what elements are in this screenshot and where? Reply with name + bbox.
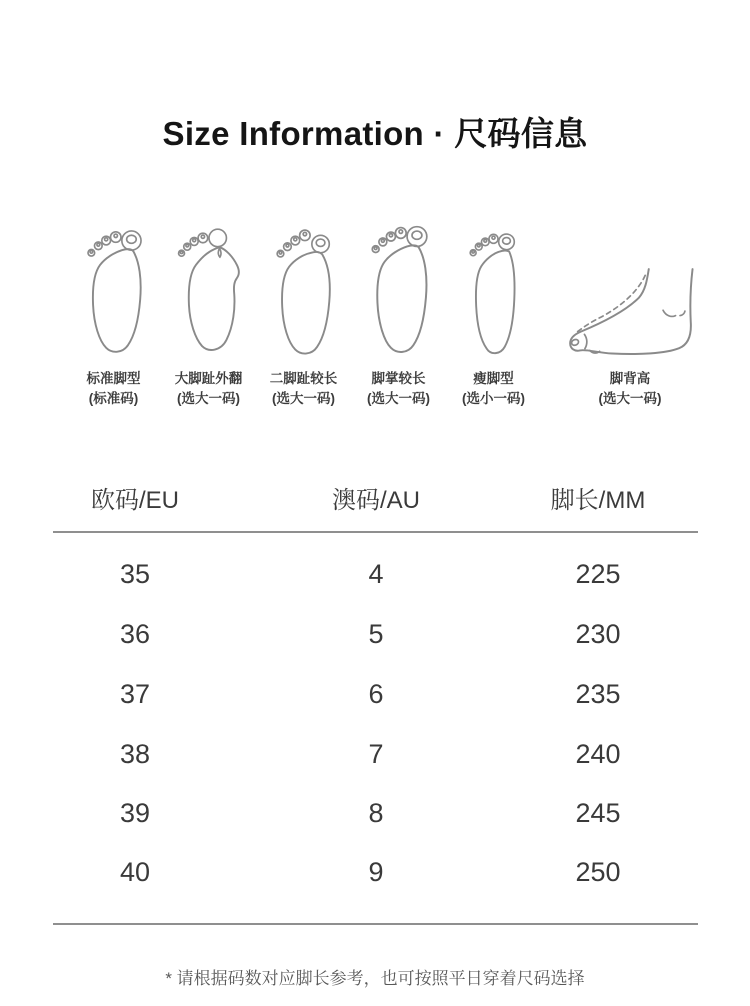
table-bottom-divider-line: [53, 923, 698, 925]
foot-length-value: 250: [575, 857, 621, 887]
foot-type-item-long-second-toe: [256, 218, 351, 409]
foot-type-guide: [66, 218, 706, 409]
foot-length-value: 235: [575, 679, 621, 709]
foot-length-value: 240: [575, 739, 621, 769]
table-row: [0, 857, 750, 891]
footnote: * 请根据码数对应脚长参考，也可按照平日穿着尺码选择: [165, 969, 585, 988]
foot-type-advice: (标准码): [88, 391, 139, 406]
foot-length-value: 225: [575, 559, 621, 589]
foot-type-item-long-sole: [351, 218, 446, 409]
foot-type-advice: (选小一码): [462, 391, 525, 406]
au-size-value: 5: [368, 619, 384, 649]
eu-size-value: 36: [119, 619, 151, 649]
au-size-value: 8: [368, 798, 384, 828]
table-row: [0, 798, 750, 832]
foot-type-item-narrow: [446, 218, 541, 409]
header-divider-line: [53, 531, 698, 533]
foot-type-item-bunion: [161, 218, 256, 409]
size-table-header-row: [0, 480, 750, 514]
foot-standard-icon: [80, 218, 148, 358]
eu-size-value: 39: [119, 798, 151, 828]
foot-type-item-high-instep: [555, 218, 705, 409]
eu-size-value: 35: [119, 559, 151, 589]
foot-length-value: 245: [575, 798, 621, 828]
au-size-value: 6: [368, 679, 384, 709]
foot-type-name: 脚背高: [609, 371, 651, 386]
table-row: [0, 559, 750, 593]
au-size-value: 9: [368, 857, 384, 887]
foot-long-second-toe-icon: [270, 218, 338, 358]
header-foot-length-mm: 脚长/MM: [550, 487, 646, 514]
foot-type-name: 标准脚型: [86, 371, 141, 386]
header-eu-size: 欧码/EU: [90, 487, 180, 514]
foot-length-value: 230: [575, 619, 621, 649]
foot-type-name: 脚掌较长: [371, 371, 426, 386]
page-title: Size Information · 尺码信息: [162, 115, 588, 153]
table-row: [0, 619, 750, 653]
foot-type-name: 瘦脚型: [473, 371, 514, 386]
eu-size-value: 40: [119, 857, 151, 887]
eu-size-value: 37: [119, 679, 151, 709]
foot-type-item-standard: [66, 218, 161, 409]
header-au-size: 澳码/AU: [331, 487, 421, 514]
foot-type-advice: (选大一码): [598, 391, 662, 406]
table-row: [0, 739, 750, 773]
eu-size-value: 38: [119, 739, 151, 769]
foot-type-name: 大脚趾外翻: [174, 371, 243, 386]
au-size-value: 4: [368, 559, 384, 589]
au-size-value: 7: [368, 739, 384, 769]
foot-narrow-icon: [465, 218, 522, 358]
foot-bunion-icon: [175, 218, 243, 358]
foot-type-advice: (选大一码): [272, 391, 335, 406]
foot-high-instep-icon: [563, 218, 697, 358]
foot-type-name: 二脚趾较长: [269, 371, 338, 386]
table-row: [0, 679, 750, 713]
foot-type-advice: (选大一码): [367, 391, 430, 406]
foot-long-sole-icon: [364, 218, 434, 358]
foot-type-advice: (选大一码): [177, 391, 240, 406]
